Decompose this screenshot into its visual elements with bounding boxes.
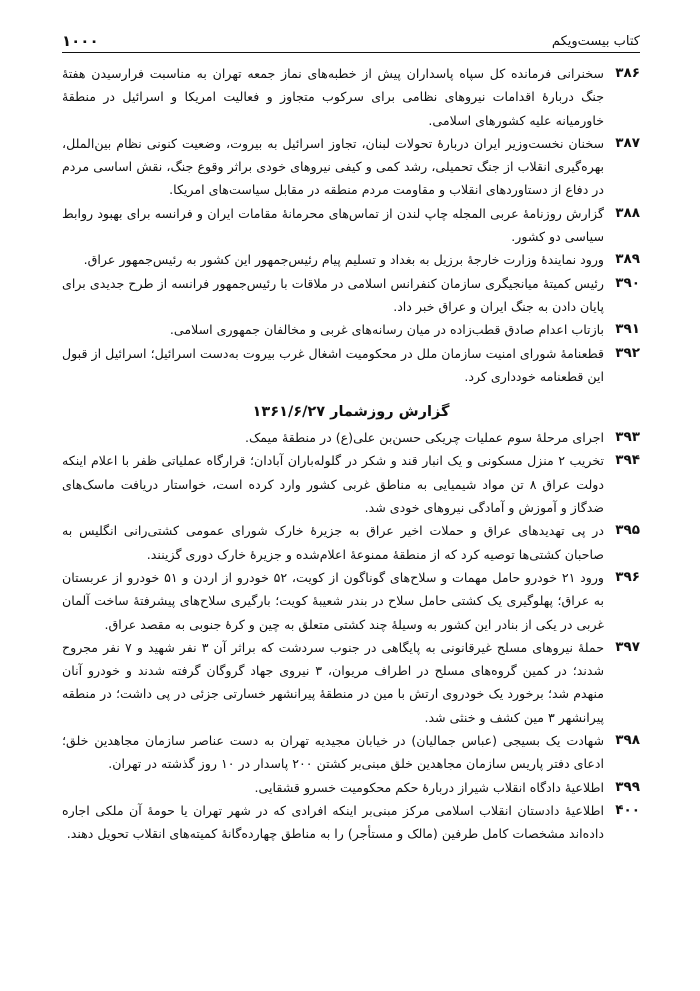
section-title: گزارش روزشمار ۱۳۶۱/۶/۲۷	[252, 404, 450, 421]
entry-number: ۳۸۸	[615, 204, 640, 221]
entry-item	[62, 132, 640, 202]
entry-number: ۳۹۴	[615, 452, 640, 469]
entry-text: در پی تهدیدهای عراق و حملات اخیر عراق به جزیرهٔ خارک شورای عمومی کشتی‌رانی انگلیس به صاحبان کشتی‌ها توصیه کرد که از منطقهٔ ممنوعهٔ اعلام‌شده و جزیرهٔ خارک دوری گزینند.	[62, 523, 604, 562]
entry-text: ورود ۲۱ خودرو حامل مهمات و سلاح‌های گوناگون از کویت، ۵۲ خودرو از اردن و ۵۱ خودرو از عربستان به عراق؛ پهلوگیری یک کشتی حامل سلاح در بندر شعیبهٔ کویت؛ بارگیری سلاح‌های پیشرفتهٔ ساخت آلمان غربی در یکی از بنادر این کشور به وسیلهٔ چند کشتی متعلق به چین و کرهٔ جنوبی به مقصد عراق.	[62, 569, 605, 632]
entry-item	[62, 449, 640, 519]
page-number: ۱۰۰۰	[62, 32, 99, 50]
entry-item	[62, 426, 640, 449]
entry-text: شهادت یک بسیجی (عباس جمالیان) در خیابان مجیدیه تهران به دست عناصر سازمان مجاهدین خلق؛ ادعای دفتر پاریس سازمان مجاهدین خلق مبنی‌بر کشتن ۲۰۰ پاسدار در ۱۰ روز گذشته در تهران.	[62, 733, 604, 772]
entry-text: گزارش روزنامهٔ عربی المجله چاپ لندن از تماس‌های محرمانهٔ مقامات ایران و فرانسه برای بهبود روابط سیاسی دو کشور.	[62, 205, 604, 245]
page-content	[62, 62, 640, 846]
page-header	[62, 30, 640, 53]
entry-number: ۴۰۰	[615, 801, 640, 818]
entry-text: سخنرانی فرمانده کل سپاه پاسداران پیش از خطبه‌های نماز جمعه تهران به مناسبت فرارسیدن هفتهٔ جنگ دربارهٔ اقدامات نیروهای نظامی برای سرکوب متجاوز و فعالیت امریکا و اسرائیل در منطقهٔ خاورمیانه علیه کشورهای اسلامی.	[62, 66, 604, 128]
entry-text: بازتاب اعدام صادق قطب‌زاده در میان رسانه‌های غربی و مخالفان جمهوری اسلامی.	[169, 322, 604, 338]
entry-item	[62, 729, 640, 776]
entry-item	[62, 566, 640, 636]
entry-text: اطلاعیهٔ دادگاه انقلاب شیراز دربارهٔ حکم محکومیت خسرو قشقایی.	[254, 779, 604, 795]
entry-number: ۳۹۵	[615, 522, 640, 539]
entry-item	[62, 62, 640, 132]
book-title: کتاب بیست‌ویکم	[551, 34, 640, 49]
entry-number: ۳۸۹	[615, 251, 640, 268]
entry-number: ۳۹۳	[615, 429, 640, 446]
entry-item	[62, 248, 640, 271]
entry-number: ۳۸۷	[615, 134, 640, 151]
entries-list-2	[62, 426, 640, 845]
entry-text: ورود نمایندهٔ وزارت خارجهٔ برزیل به بغداد و تسلیم پیام رئیس‌جمهور این کشور به رئیس‌جمهور عراق.	[83, 252, 604, 268]
entry-item	[62, 318, 640, 341]
entry-text: اجرای مرحلهٔ سوم عملیات چریکی حسن‌بن علی(ع) در منطقهٔ میمک.	[244, 430, 604, 446]
entry-number: ۳۹۷	[615, 638, 640, 655]
entry-text: سخنان نخست‌وزیر ایران دربارهٔ تحولات لبنان، تجاوز اسرائیل به بیروت، وضعیت کنونی نظام بین‌الملل، بهره‌گیری انقلاب از جنگ تحمیلی، رشد کمی و کیفی نیروهای خودی براثر وقوع جنگ، نقش اساسی مردم در دفاع از دستاوردهای انقلاب و مقاومت مردم منطقه در مقابل سیاست‌های امریکا.	[62, 135, 604, 198]
entries-list-1	[62, 62, 640, 388]
entry-item	[62, 272, 640, 319]
entry-number: ۳۹۲	[615, 344, 640, 361]
entry-number: ۳۸۶	[615, 65, 640, 81]
entry-number: ۳۹۱	[615, 321, 640, 338]
entry-item	[62, 776, 640, 799]
entry-item	[62, 519, 640, 566]
entry-item	[62, 636, 640, 729]
entry-number: ۳۹۰	[615, 274, 640, 291]
entry-item	[62, 799, 640, 846]
entry-number: ۳۹۶	[615, 568, 640, 585]
entry-text: حملهٔ نیروهای مسلح غیرقانونی به پایگاهی در جنوب سردشت که براثر آن ۳ نفر شهید و ۷ نفر مجروح شدند؛ در کمین گروه‌های مسلح در اطراف مریوان، ۳ نیروی جهاد گروگان گرفته شدند و خودرو آنان منهدم شد؛ برخورد یک خودروی ارتش با مین در منطقهٔ پیرانشهر خسارتی جزئی در پی داشت؛ در منطقه پیرانشهر ۳ مین کشف و خنثی شد.	[62, 639, 604, 725]
entry-number: ۳۹۹	[615, 778, 640, 795]
entry-item	[62, 202, 640, 249]
entry-text: رئیس کمیتهٔ میانجیگری سازمان کنفرانس اسلامی در ملاقات با رئیس‌جمهور فرانسه از طرح جدیدی برای پایان دادن به جنگ ایران و عراق خبر داد.	[62, 275, 604, 314]
entry-text: قطعنامهٔ شورای امنیت سازمان ملل در محکومیت اشغال غرب بیروت به‌دست اسرائیل؛ اسرائیل از قبول این قطعنامه خودداری کرد.	[62, 345, 604, 384]
entry-number: ۳۹۸	[615, 732, 640, 749]
entry-text: تخریب ۲ منزل مسکونی و یک انبار قند و شکر در گلوله‌باران آبادان؛ قرارگاه عملیاتی ظفر با اعلام اینکه دولت عراق ۸ تن مواد شیمیایی به مناطق غربی کشور وارد کرده است، خواستار دریافت ماسک‌های ضدگاز و آموزش و آمادگی نیروهای خودی شد.	[62, 453, 604, 516]
entry-item	[62, 342, 640, 389]
entry-text: اطلاعیهٔ دادستان انقلاب اسلامی مرکز مبنی‌بر اینکه افرادی که در شهر تهران یا حومهٔ آن ملکی اجاره داده‌اند مشخصات کامل طرفین (مالک و مستأجر) را به مناطق چهارده‌گانهٔ کمیته‌های انقلاب تحویل دهند.	[62, 802, 604, 842]
